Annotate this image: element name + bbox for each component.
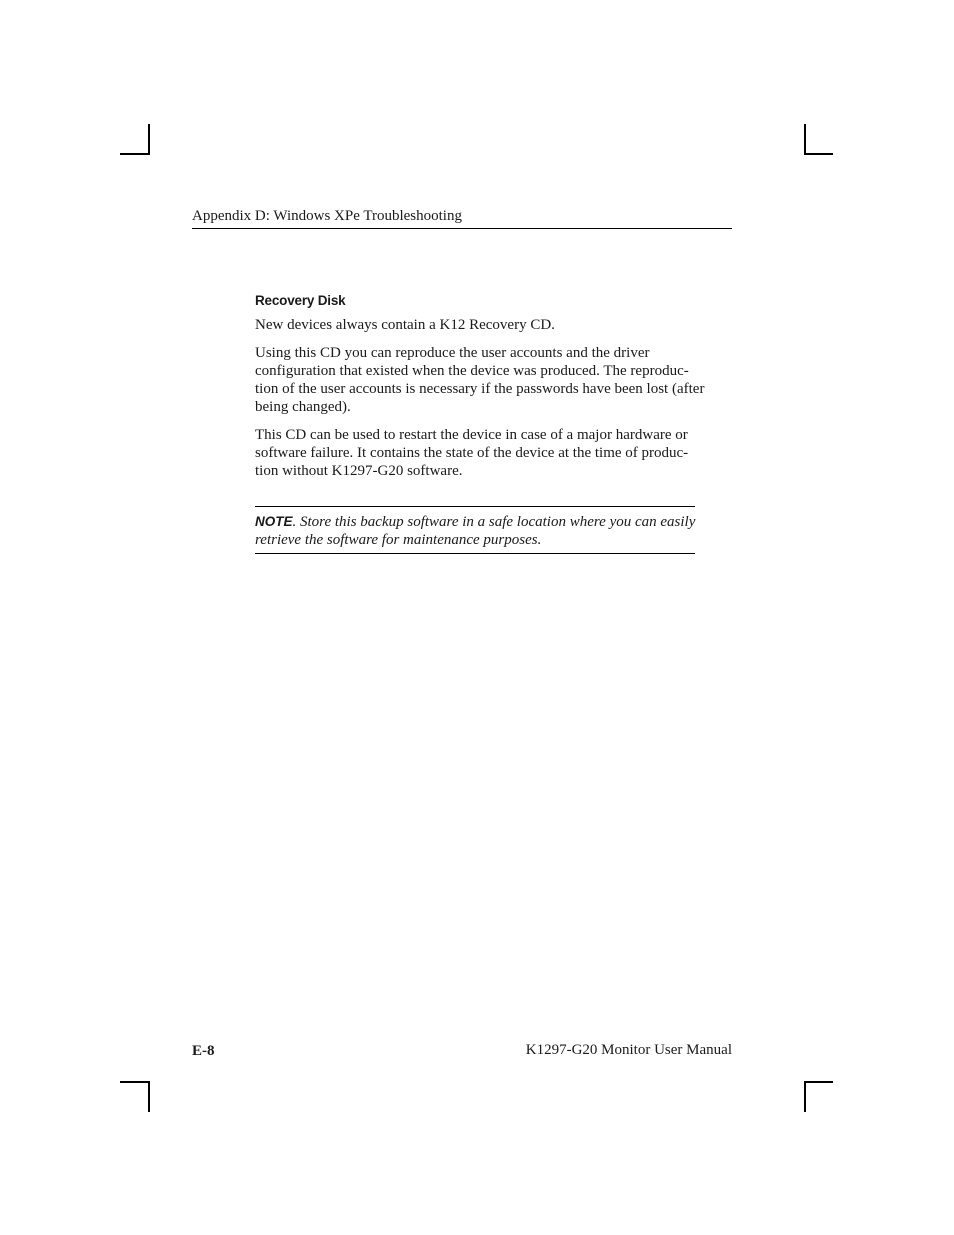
note-block <box>255 513 735 549</box>
paragraph-line: tion without K1297-G20 software. <box>255 463 463 479</box>
paragraph-2 <box>255 344 733 416</box>
crop-mark-bottom-left-vertical <box>148 1081 150 1112</box>
crop-mark-bottom-left-horizontal <box>120 1081 149 1083</box>
paragraph-line: configuration that existed when the device was produced. The reproduc- <box>255 363 689 379</box>
paragraph-line: This CD can be used to restart the device in case of a major hardware or <box>255 427 688 443</box>
note-text-1: . Store this backup software in a safe location where you can easily <box>292 514 696 530</box>
crop-mark-bottom-right-horizontal <box>804 1081 833 1083</box>
section-recovery-disk <box>255 292 733 490</box>
note-line-2: retrieve the software for maintenance purposes. <box>255 532 542 548</box>
note-line-1 <box>255 513 735 531</box>
page-number: E-8 <box>192 1043 215 1059</box>
note-label: NOTE <box>255 514 293 529</box>
crop-mark-top-right-vertical <box>804 124 806 155</box>
paragraph-line: being changed). <box>255 399 351 415</box>
paragraph-line: tion of the user accounts is necessary if the passwords have been lost (after <box>255 381 705 397</box>
section-heading: Recovery Disk <box>255 293 346 308</box>
footer-manual-title: K1297-G20 Monitor User Manual <box>525 1042 732 1058</box>
note-rule-bottom <box>255 553 695 554</box>
running-head: Appendix D: Windows XPe Troubleshooting <box>192 208 462 224</box>
crop-mark-top-right-horizontal <box>804 153 833 155</box>
paragraph-line: software failure. It contains the state of the device at the time of produc- <box>255 445 689 461</box>
paragraph-1 <box>255 316 733 334</box>
paragraph-3 <box>255 426 733 480</box>
header-rule <box>192 228 732 229</box>
paragraph-line: New devices always contain a K12 Recovery CD. <box>255 317 555 333</box>
paragraph-line: Using this CD you can reproduce the user accounts and the driver <box>255 345 650 361</box>
crop-mark-top-left-horizontal <box>120 153 149 155</box>
crop-mark-top-left-vertical <box>148 124 150 155</box>
crop-mark-bottom-right-vertical <box>804 1081 806 1112</box>
note-rule-top <box>255 506 695 507</box>
